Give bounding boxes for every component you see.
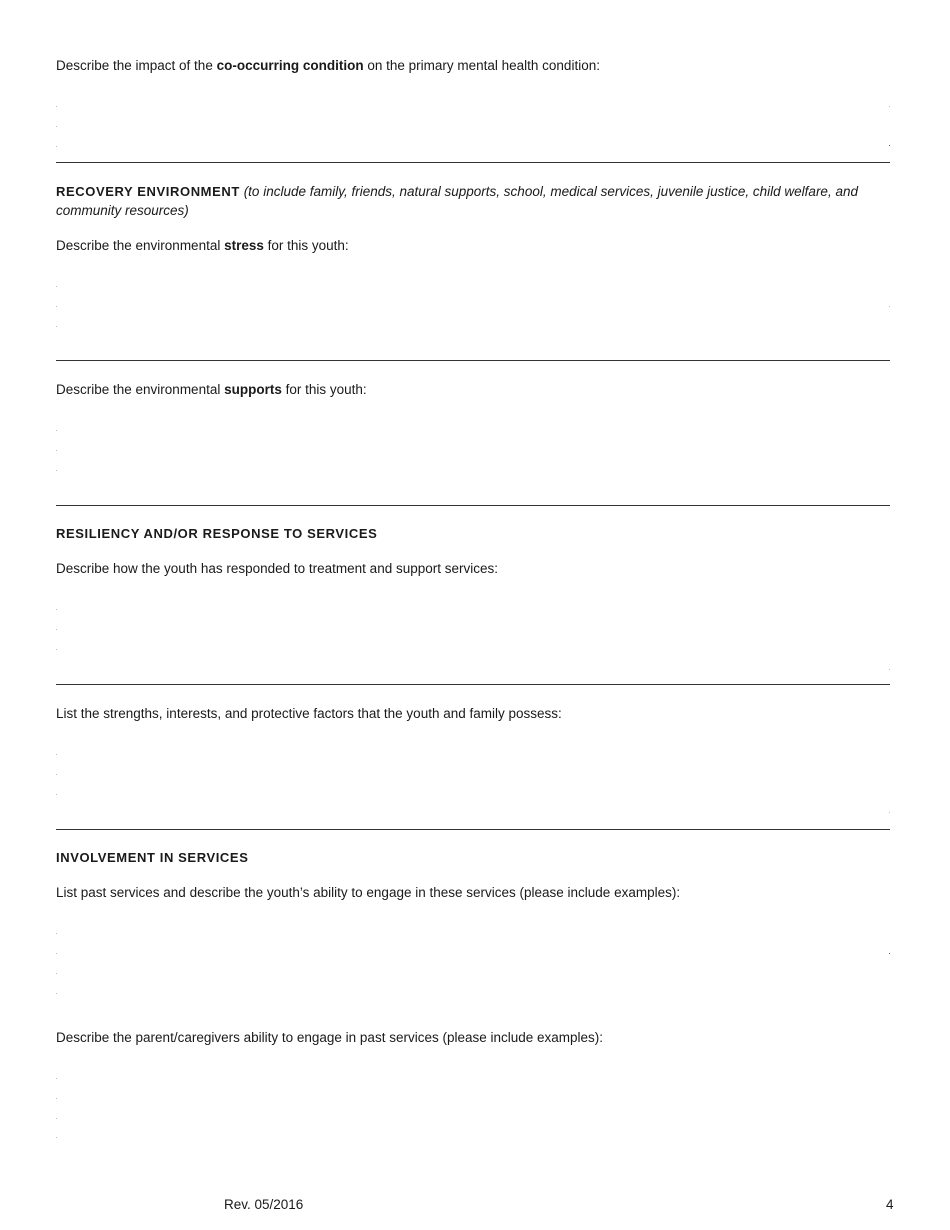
field-marker-dot [56,794,57,795]
prompt-text: Describe the environmental [56,238,225,253]
divider-line [56,162,890,163]
field-marker-dot [56,326,57,327]
environmental-supports-prompt [56,381,367,398]
field-marker-dot [56,1137,57,1138]
field-marker-dot [56,1118,57,1119]
divider-line [56,684,890,685]
field-marker-dot [56,286,57,287]
past-services-prompt: List past services and describe the youth’s ability to engage in these services (please include examples): [56,885,681,900]
field-marker-dot [889,106,890,107]
field-marker-dot [56,609,57,610]
section-heading: RECOVERY ENVIRONMENT [56,184,240,199]
field-marker-dot [56,774,57,775]
field-marker-dot [889,145,890,146]
prompt-text: for this youth: [263,238,349,253]
prompt-text: for this youth: [281,382,367,397]
field-marker-dot [56,470,57,471]
field-marker-dot [889,306,890,307]
field-marker-dot [56,146,57,147]
field-marker-dot [56,953,57,954]
field-marker-dot [56,933,57,934]
prompt-text: Describe the impact of the [56,58,217,73]
field-marker-dot [56,126,57,127]
prompt-text: on the primary mental health condition: [363,58,600,73]
environmental-stress-answer-field[interactable] [56,262,890,356]
resiliency-heading: RESILIENCY AND/OR RESPONSE TO SERVICES [56,526,378,541]
field-marker-dot [56,106,57,107]
field-marker-dot [889,669,890,670]
prompt-text: Describe the environmental [56,382,225,397]
field-marker-dot [889,953,890,954]
past-services-answer-field[interactable] [56,909,890,1017]
prompt-bold-text: stress [224,238,264,253]
co-occurring-prompt [56,57,600,74]
section-note: (to include family, friends, natural supports, school, medical services, juvenile justice, child welfare, and community resources) [56,184,858,218]
field-marker-dot [56,430,57,431]
field-marker-dot [56,649,57,650]
environmental-stress-prompt [56,237,349,254]
field-marker-dot [56,754,57,755]
field-marker-dot [56,1078,57,1079]
responded-answer-field[interactable] [56,585,890,681]
responded-prompt: Describe how the youth has responded to treatment and support services: [56,561,498,576]
prompt-bold-text: co-occurring condition [216,58,364,73]
prompt-bold-text: supports [224,382,282,397]
revision-label: Rev. 05/2016 [224,1197,304,1212]
recovery-environment-heading [56,182,894,220]
caregiver-answer-field[interactable] [56,1054,890,1154]
page-number: 4 [886,1197,894,1212]
field-marker-dot [889,812,890,813]
co-occurring-answer-field[interactable] [56,82,890,158]
divider-line [56,829,890,830]
field-marker-dot [56,1098,57,1099]
field-marker-dot [56,450,57,451]
field-marker-dot [56,306,57,307]
divider-line [56,360,890,361]
field-marker-dot [56,973,57,974]
field-marker-dot [56,993,57,994]
caregiver-prompt: Describe the parent/caregivers ability to engage in past services (please include examples): [56,1030,604,1045]
strengths-answer-field[interactable] [56,730,890,826]
divider-line [56,505,890,506]
environmental-supports-answer-field[interactable] [56,406,890,502]
strengths-prompt: List the strengths, interests, and protective factors that the youth and family possess: [56,706,562,721]
involvement-heading: INVOLVEMENT IN SERVICES [56,850,249,865]
field-marker-dot [56,629,57,630]
